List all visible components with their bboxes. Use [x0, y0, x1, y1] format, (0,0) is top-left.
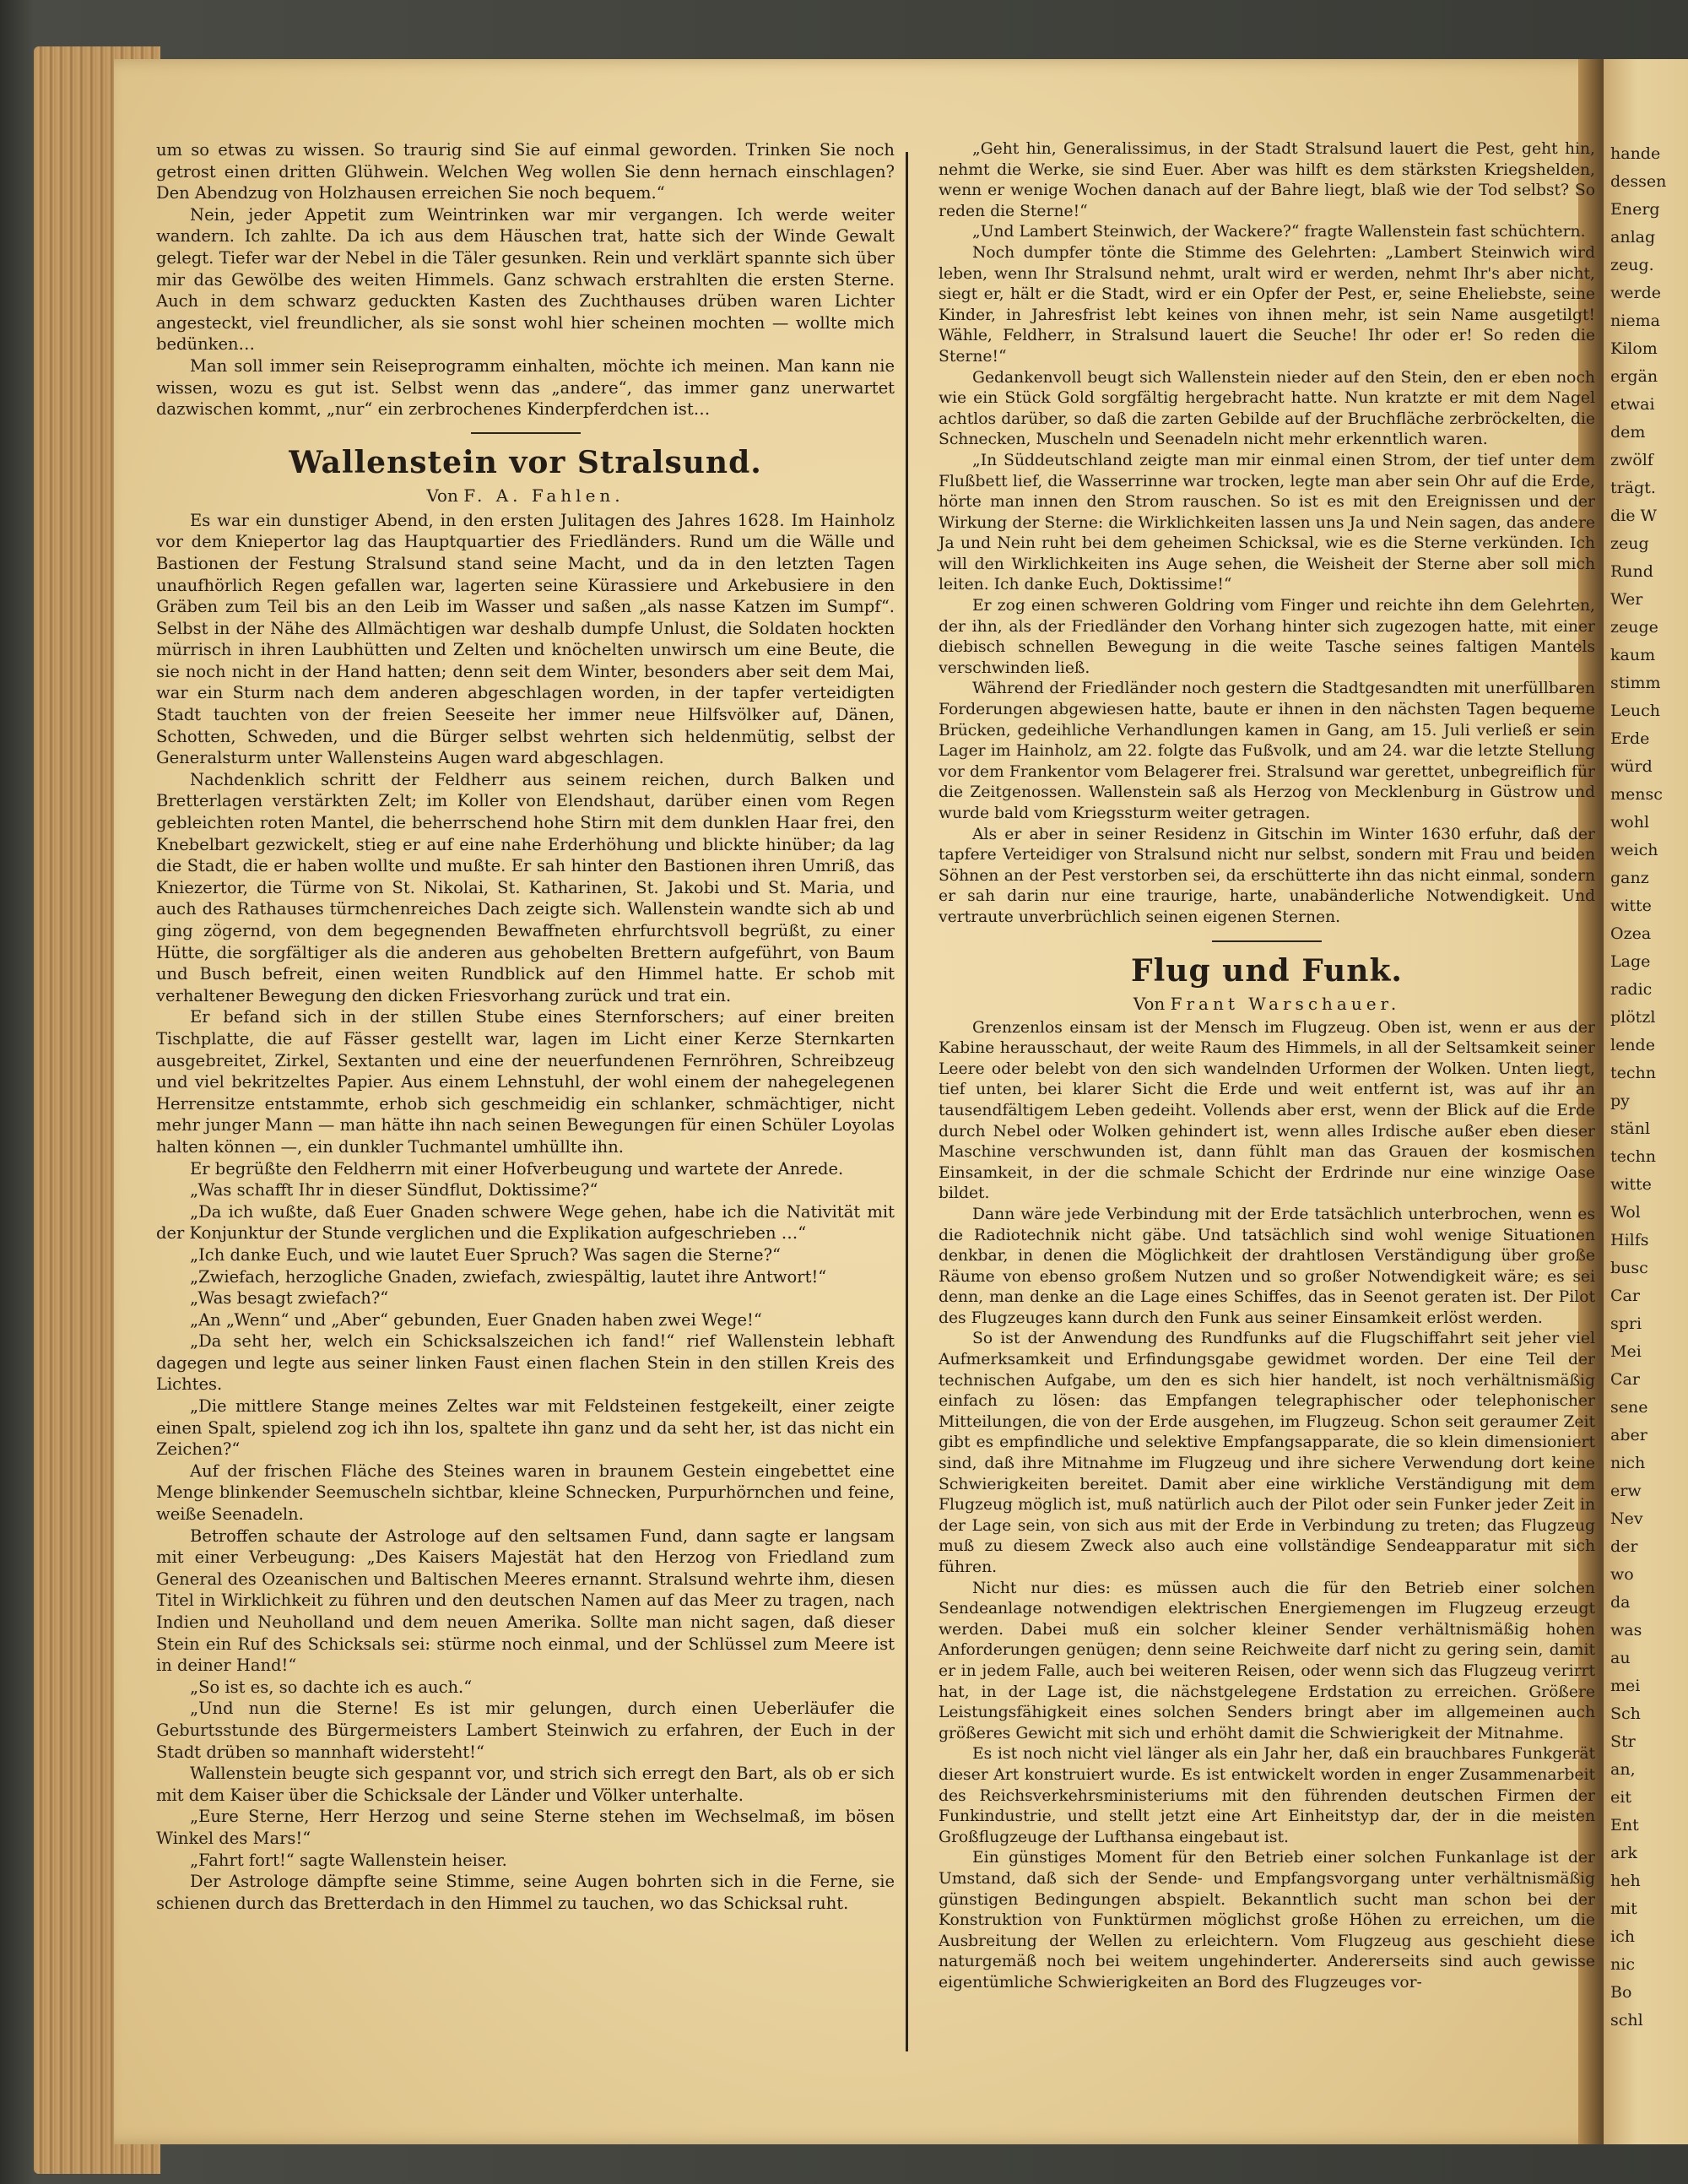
section-separator	[1212, 940, 1322, 942]
section-separator	[471, 432, 581, 434]
facing-page-fragment: da	[1610, 1593, 1631, 1612]
paragraph: „Die mittlere Stange meines Zeltes war mit Feldsteinen festgekeilt, einer zeigte einen Spalt, spielend zog ich ihn los, spaltete ihn ganz und da seht her, ist das nicht ein Zeichen?“	[156, 1396, 895, 1460]
facing-page-fragment: trägt.	[1610, 479, 1656, 497]
facing-page-edge	[1604, 59, 1688, 2144]
right-column	[939, 139, 1595, 1993]
paragraph: „So ist es, so dachte ich es auch.“	[190, 1677, 473, 1697]
facing-page-fragment: Bo	[1610, 1983, 1632, 2002]
left-column	[156, 139, 895, 1914]
facing-page-fragment: zeug.	[1610, 256, 1654, 274]
facing-page-fragment: weich	[1610, 841, 1658, 859]
byline-author: Frant Warschauer.	[1170, 993, 1401, 1014]
facing-page-fragment: nich	[1610, 1454, 1646, 1472]
paragraph: Wallenstein beugte sich gespannt vor, und strich sich erregt den Bart, als ob er sich mit dem Kaiser über die Schicksale der Länder und Völker unterhalte.	[156, 1764, 895, 1805]
paragraph: Nachdenklich schritt der Feldherr aus seinem reichen, durch Balken und Bretterlagen verstärkten Zelt; im Koller von Elendshaut, darüber einen vom Regen gebleichten roten Mantel, die beherrschend hohe Stirn mit dem dunklen Haar frei, den Knebelbart gezwickelt, stieg er auf eine nahe Erderhöhung und blickte hinüber; da lag die Stadt, die er haben wollte und mußte. Er sah hinter den Bastionen ihren Umriß, das Kniezertor, die Türme von St. Nikolai, St. Katharinen, St. Jakobi und St. Maria, und auch des Rathauses türmchenreiches Dach zeigte sich. Wallenstein wandte sich ab und ging zögernd, von dem begegnenden Bewaffneten ehrfurchtsvoll begrüßt, zu einer Hütte, die sorgfältiger als die anderen aus gehobelten Brettern aufgeführt, von Baum und Busch befreit, einen weiten Rundblick auf den Himmel hatte. Er schob mit verhaltener Bewegung den dicken Friesvorhang zurück und trat ein.	[156, 769, 895, 1005]
facing-page-fragment: Energ	[1610, 200, 1660, 219]
facing-page-fragment: was	[1610, 1621, 1642, 1639]
facing-page-fragment: anlag	[1610, 228, 1656, 247]
facing-page-fragment: werde	[1610, 284, 1661, 302]
article-continuation	[939, 139, 1595, 929]
facing-page-fragment: Rund	[1610, 562, 1653, 581]
paragraph: „Fahrt fort!“ sagte Wallenstein heiser.	[190, 1850, 507, 1870]
paragraph: Er befand sich in der stillen Stube eines Sternforschers; auf einer breiten Tischplatte, die auf Fässer gestellt war, lagen im Licht einer Kerze Sternkarten ausgebreitet, Zirkel, Sextanten und eine der neuerfundenen Fernröhren, Schreibzeug und viel bekritzeltes Papier. Aus einem Lehnstuhl, der wohl einem der nahegelegenen Herrensitze entstammte, erhob sich geschmeidig ein schlanker, schmächtiger, nicht mehr junger Mann — man hätte ihn nach seinen Bewegungen für einen Schüler Loyolas halten können —, ein dunkler Tuchmantel umhüllte ihn.	[156, 1007, 895, 1157]
facing-page-fragment: ich	[1610, 1927, 1635, 1946]
facing-page-fragment: hande	[1610, 144, 1661, 163]
facing-page-fragment: lende	[1610, 1036, 1655, 1054]
paragraph: So ist der Anwendung des Rundfunks auf die Flugschiffahrt seit jeher viel Aufmerksamkeit und Erfindungsgabe gewidmet worden. Der eine Teil der technischen Aufgabe, um den es sich hier handelt, ist noch verhältnismäßig einfach zu lösen: das Empfangen telegraphischer oder telephonischer Mitteilungen, die von der Erde ausgehen, im Flugzeug. Schon seit geraumer Zeit gibt es empfindliche und selektive Empfangsapparate, die so klein dimensioniert sind, daß ihre Mitnahme im Flugzeug und ihre sichere Verwendung dort keine Schwierigkeiten bereitet. Damit aber eine wirkliche Verständigung mit dem Flugzeug möglich ist, muß natürlich auch der Pilot oder sein Funker jeder Zeit in der Lage sein, von sich aus mit der Erde in Verbindung zu treten; das Flugzeug muß zu diesem Zweck also auch eine vollständige Sendeapparatur mit sich führen.	[939, 1330, 1595, 1576]
facing-page-fragment: Lage	[1610, 952, 1651, 971]
paragraph: Nicht nur dies: es müssen auch die für den Betrieb einer solchen Sendeanlage notwendigen elektrischen Energiemengen im Flugzeug erzeugt werden. Dabei muß ein solcher kleiner Sender verhältnismäßig hohen Anforderungen genügen; denn seine Reichweite darf nicht zu gering sein, damit er in jedem Falle, auch bei weiteren Reisen, oder wenn sich das Flugzeug verirrt hat, in der Lage ist, die nächstgelegene Erdstation zu erreichen. Größere Leistungsfähigkeit eines solchen Senders bringt aber im allgemeinen auch größeres Gewicht mit sich und erhöht damit die Schwierigkeit der Mitnahme.	[939, 1579, 1595, 1742]
facing-page-fragment: Kilom	[1610, 339, 1658, 358]
article-title: Wallenstein vor Stralsund.	[289, 444, 762, 480]
facing-page-fragment: radic	[1610, 980, 1653, 999]
column-divider	[906, 152, 908, 2051]
paragraph: Auf der frischen Fläche des Steines waren in braunem Gestein eingebettet eine Menge blinkender Seemuscheln sichtbar, kleine Schnecken, Purpurhörnchen und feine, weiße Seenadeln.	[156, 1461, 895, 1525]
facing-page-fragment: aber	[1610, 1426, 1647, 1444]
facing-page-fragment: Car	[1610, 1370, 1640, 1389]
facing-page-fragment: stimm	[1610, 674, 1661, 692]
paragraph: um so etwas zu wissen. So traurig sind Sie auf einmal geworden. Trinken Sie noch getrost einen dritten Glühwein. Welchen Weg wollen Sie denn hernach einschlagen? Den Abendzug von Holzhausen erreichen Sie noch bequem.“	[156, 140, 895, 203]
paragraph: „Und nun die Sterne! Es ist mir gelungen, durch einen Ueberläufer die Geburtsstunde des Bürgermeisters Lambert Steinwich zu erfahren, der Euch in der Stadt drüben so mannhaft widersteht!“	[156, 1699, 895, 1762]
facing-page-fragment: ergän	[1610, 367, 1658, 386]
facing-page-fragment: mensc	[1610, 785, 1663, 804]
paragraph: „Ich danke Euch, und wie lautet Euer Spruch? Was sagen die Sterne?“	[190, 1244, 782, 1265]
facing-page-fragment: wohl	[1610, 813, 1650, 832]
facing-page-fragment: der	[1610, 1537, 1638, 1556]
facing-page-fragment: niema	[1610, 312, 1660, 330]
facing-page-fragment: mei	[1610, 1677, 1641, 1695]
paragraph: „Was besagt zwiefach?“	[190, 1288, 389, 1309]
article-byline	[939, 993, 1595, 1015]
facing-page-fragment: sene	[1610, 1398, 1648, 1417]
facing-page-fragment: dem	[1610, 423, 1646, 442]
facing-page-fragment: plötzl	[1610, 1008, 1656, 1027]
facing-page-fragment: Sch	[1610, 1704, 1641, 1723]
paragraph: „In Süddeutschland zeigte man mir einmal einen Strom, der tief unter dem Flußbett lief, die Wasserrinne war trocken, legte man aber sein Ohr auf die Erde, hörte man innen den Strom rauschen. So ist es mit den Ereignissen und der Wirkung der Sterne: die Wirklichkeiten lassen uns Ja und Nein sagen, das andere Ja und Nein ruht bei dem geheimen Schicksal, wie es die Sterne verkünden. Ich will den Wirklichkeiten ins Auge sehen, die Weisheit der Sterne aber soll mich leiten. Ich danke Euch, Doktissime!“	[939, 451, 1595, 594]
facing-page-fragment: witte	[1610, 1175, 1652, 1194]
facing-page-fragment: Ozea	[1610, 924, 1652, 943]
facing-page-fragment: mit	[1610, 1899, 1637, 1918]
paragraph: „Da seht her, welch ein Schicksalszeichen ich fand!“ rief Wallenstein lebhaft dagegen und legte aus seiner linken Faust einen flachen Stein in den stillen Kreis des Lichtes.	[156, 1331, 895, 1395]
facing-page-fragment: Mei	[1610, 1342, 1642, 1361]
facing-page-fragment: zeuge	[1610, 618, 1658, 637]
facing-page-fragment: eit	[1610, 1788, 1631, 1807]
paragraph: Der Astrologe dämpfte seine Stimme, seine Augen bohrten sich in die Ferne, sie schienen durch das Bretterdach in den Himmel zu tauchen, wo das Schicksal ruht.	[156, 1872, 895, 1913]
article-byline	[156, 485, 895, 507]
facing-page-fragment: etwai	[1610, 395, 1655, 414]
paragraph: Nein, jeder Appetit zum Weintrinken war mir vergangen. Ich werde weiter wandern. Ich zahlte. Da ich aus dem Häuschen trat, hatte sich der Winde Gewalt gelegt. Tiefer war der Nebel in die Täler gesunken. Rein und verklärt spannte sich über mir das Gewölbe des weiten Himmels. Ganz schwach erstrahlten die ersten Sterne. Auch in dem schwarz geduckten Kasten des Zuchthauses drüben waren Lichter angesteckt, viel freundlicher, als sie sonst wohl hier scheinen mochten — wollte mich bedünken…	[156, 204, 895, 355]
facing-page-fragment: Wer	[1610, 590, 1643, 609]
paragraph: „Geht hin, Generalissimus, in der Stadt Stralsund lauert die Pest, geht hin, nehmt die Werke, sie sind Euer. Aber was hilft es dem stärksten Kriegshelden, wenn er wenige Wochen danach auf der Bahre liegt, blaß wie der Tod selbst? So reden die Sterne!“	[939, 140, 1595, 220]
paragraph: „An „Wenn“ und „Aber“ gebunden, Euer Gnaden haben zwei Wege!“	[190, 1309, 762, 1330]
facing-page-fragment: Hilfs	[1610, 1231, 1649, 1249]
article-body	[939, 1018, 1595, 1994]
paragraph: Als er aber in seiner Residenz in Gitschin im Winter 1630 erfuhr, daß der tapfere Verteidiger von Stralsund nicht nur selbst, sondern mit Frau und beiden Söhnen an der Pest verstorben sei, da erschütterte ihn das nicht einmal, sondern er sah darin nur eine traurige, harte, unabänderliche Notwendigkeit. Und vertraute unverbrüchlich seinen eigenen Sternen.	[939, 825, 1595, 926]
facing-page-fragment: würd	[1610, 757, 1653, 776]
paragraph: „Eure Sterne, Herr Herzog und seine Sterne stehen im Wechselmaß, im bösen Winkel des Mars!“	[156, 1807, 895, 1848]
paragraph: Es war ein dunstiger Abend, in den ersten Julitagen des Jahres 1628. Im Hainholz vor dem Kniepertor lag das Hauptquartier des Friedländers. Rund um die Wälle und Bastionen der Festung Stralsund stand seine Macht, und da in den letzten Tagen unaufhörlich Regen gefallen war, lagerten seine Kürassiere und Arkebusiere in den Gräben zum Teil bis an den Leib im Wasser und saßen „als nasse Katzen im Sumpf“. Selbst in der Nähe des Allmächtigen war deshalb dumpfe Unlust, die Soldaten hockten mürrisch in ihren Laubhütten und Zelten und knöchelten unwirsch um eine Beute, die sie noch nicht in der Hand hatten; denn seit dem Winter, besonders aber seit dem Mai, war ein Sturm nach dem anderen abgeschlagen worden, in der tapfer verteidigten Stadt tauchten von der freien Seeseite her immer neue Hilfsvölker auf, Dänen, Schotten, Schweden, und die Bürger selbst wehrten sich heldenmütig, selbst der Generalsturm unter Wallensteins Augen ward abgeschlagen.	[156, 510, 895, 768]
paragraph: Er zog einen schweren Goldring vom Finger und reichte ihn dem Gelehrten, der ihn, als der Friedländer den Vorhang hinter sich zugezogen hatte, mit einer diebisch schnellen Bewegung in die weite Tasche seines faltigen Mantels verschwinden ließ.	[939, 597, 1595, 677]
facing-page-fragment: techn	[1610, 1064, 1656, 1082]
paragraph: „Da ich wußte, daß Euer Gnaden schwere Wege gehen, habe ich die Nativität mit der Konjunktur der Stunde verglichen und die Explikation aufgeschrieben …“	[156, 1201, 895, 1244]
facing-page-fragment: stänl	[1610, 1119, 1651, 1138]
facing-page-fragment: Nev	[1610, 1509, 1643, 1528]
article-title: Flug und Funk.	[1131, 952, 1403, 989]
previous-story-ending	[156, 139, 895, 420]
facing-page-fragment: Ent	[1610, 1816, 1639, 1834]
paragraph: Gedankenvoll beugt sich Wallenstein nieder auf den Stein, den er eben noch wie ein Stück Gold sorgfältig hergebracht hatte. Nun kratzte er mit dem Nagel achtlos darüber, so daß die zarten Gebilde auf der Bruchfläche zerbröckelten, die Schnecken, Muscheln und Seenadeln nicht mehr erkenntlich waren.	[939, 368, 1595, 449]
paragraph: „Und Lambert Steinwich, der Wackere?“ fragte Wallenstein fast schüchtern.	[972, 223, 1586, 241]
paragraph: Dann wäre jede Verbindung mit der Erde tatsächlich unterbrochen, wenn es die Radiotechnik nicht gäbe. Und tatsächlich sind wohl wenige Situationen denkbar, in denen die Möglichkeit der drahtlosen Verständigung über große Räume von ebenso großem Nutzen und so großer Notwendigkeit wäre; es sei denn, man denke an die Lage eines Schiffes, das in Seenot geraten ist. Der Pilot des Flugzeuges kann durch den Funk aus seiner Einsamkeit erlöst werden.	[939, 1205, 1595, 1327]
paragraph: Man soll immer sein Reiseprogramm einhalten, möchte ich meinen. Man kann nie wissen, wozu es gut ist. Selbst wenn das „andere“, das immer ganz unerwartet dazwischen kommt, „nur“ ein zerbrochenes Kinderpferdchen ist…	[156, 355, 895, 420]
facing-page-fragment: busc	[1610, 1259, 1648, 1277]
facing-page-fragment: spri	[1610, 1314, 1642, 1333]
facing-page-fragment: ganz	[1610, 869, 1649, 887]
facing-page-fragment: au	[1610, 1649, 1631, 1667]
paragraph: Noch dumpfer tönte die Stimme des Gelehrten: „Lambert Steinwich wird leben, wenn Ihr Stralsund nehmt, uralt wird er werden, nehmt Ihr's aber nicht, siegt er, hält er die Stadt, wird er ein Opfer der Pest, er, seine Eheliebste, seine Kinder, in Jahresfrist lebt keines von ihnen mehr, ist sein Name ausgetilgt! Wähle, Feldherr, in Stralsund lauert die Seuche! Ihr oder er! So reden die Sterne!“	[939, 243, 1595, 366]
facing-page-fragment: Str	[1610, 1732, 1636, 1751]
paragraph: Während der Friedländer noch gestern die Stadtgesandten mit unerfüllbaren Forderungen abgewiesen hatte, baute er ihnen in den nächsten Tagen bequeme Brücken, gedeihliche Verhandlungen kamen in Gang, am 15. Juli verließ er sein Lager im Hainholz, am 22. folgte das Fußvolk, und am 24. war die letzte Stellung vor dem Frankentor vom Belagerer frei. Stralsund war gerettet, unbegreiflich für die Zeitgenossen. Wallenstein saß als Herzog von Mecklenburg in Güstrow und wurde bald vom Kriegssturm weiter getragen.	[939, 680, 1595, 822]
paragraph: „Was schafft Ihr in dieser Sündflut, Doktissime?“	[190, 1180, 598, 1200]
paragraph: Ein günstiges Moment für den Betrieb einer solchen Funkanlage ist der Umstand, daß sich der Sende- und Empfangsvorgang unter verhältnismäßig günstigen Bedingungen abspielt. Bekanntlich sucht man schon bei der Konstruktion von Funktürmen möglichst große Höhen zu erreichen, um die Ausbreitung der Wellen zu erleichtern. Vom Flugzeug aus geschieht diese naturgemäß noch bei weitem ungehinderter. Andererseits sind auch gewisse eigentümliche Schwierigkeiten an Bord des Flugzeuges vor-	[939, 1849, 1595, 1992]
paragraph: „Zwiefach, herzogliche Gnaden, zwiefach, zwiespältig, lautet ihre Antwort!“	[190, 1266, 827, 1287]
facing-page-fragment: zwölf	[1610, 451, 1653, 469]
facing-page-fragment: Car	[1610, 1287, 1640, 1305]
facing-page-fragment: erw	[1610, 1482, 1642, 1500]
paragraph: Es ist noch nicht viel länger als ein Jahr her, daß ein brauchbares Funkgerät dieser Art konstruiert wurde. Es ist entwickelt worden in enger Zusammenarbeit des Reichsverkehrsministeriums mit den führenden deutschen Firmen der Funkindustrie, und stellt jetzt eine Art Einheitstyp dar, der in die meisten Großflugzeuge der Lufthansa eingebaut ist.	[939, 1745, 1595, 1846]
facing-page-fragment: py	[1610, 1092, 1630, 1110]
facing-page-fragment: techn	[1610, 1147, 1656, 1166]
facing-page-fragment: die W	[1610, 507, 1658, 525]
facing-page-fragment: an,	[1610, 1760, 1636, 1779]
paragraph: Grenzenlos einsam ist der Mensch im Flugzeug. Oben ist, wenn er aus der Kabine herausschaut, der weite Raum des Himmels, in all der Seltsamkeit seiner Leere oder belebt von den sich wandelnden Urformen der Wolken. Unten liegt, tief unten, bei klarer Sicht die Erde und weit entfernt ist, was auf ihr an tausendfältigem Leben gedeiht. Vollends aber erst, wenn der Blick auf die Erde durch Nebel oder Wolken gehindert ist, wenn alles Irdische außer eben dieser Maschine verschwunden ist, dann fühlt man das Grauen der kosmischen Einsamkeit, in der die schmale Schicht der Erdrinde nur eine winzige Oase bildet.	[939, 1018, 1595, 1203]
facing-page-fragment: kaum	[1610, 646, 1656, 664]
facing-page-fragment: heh	[1610, 1872, 1641, 1890]
byline-author: F. A. Fahlen.	[463, 485, 625, 506]
paragraph: Betroffen schaute der Astrologe auf den seltsamen Fund, dann sagte er langsam mit einer Verbeugung: „Des Kaisers Majestät hat den Herzog von Friedland zum General des Ozeanischen und Baltischen Meeres ernannt. Stralsund wehrte ihm, diesen Titel in Wirklichkeit zu führen und den deutschen Namen auf das Meer zu tragen, nach Indien und Neuholland und dem neuen Amerika. Sollte man nicht sagen, daß dieser Stein ein Ruf des Schicksals sei: stürme noch einmal, und der Schlüssel zum Meere ist in deiner Hand!“	[156, 1526, 895, 1676]
facing-page-fragment: wo	[1610, 1565, 1634, 1584]
byline-prefix: Von	[426, 485, 458, 506]
facing-page-fragment: nic	[1610, 1955, 1635, 1974]
paragraph: Er begrüßte den Feldherrn mit einer Hofverbeugung und wartete der Anrede.	[190, 1158, 844, 1179]
facing-page-fragment: zeug	[1610, 534, 1649, 553]
facing-page-fragment: Leuch	[1610, 702, 1660, 720]
facing-page-fragment: Wol	[1610, 1203, 1641, 1222]
article-body	[156, 510, 895, 1915]
byline-prefix: Von	[1133, 993, 1166, 1014]
facing-page-fragment: schl	[1610, 2011, 1643, 2030]
facing-page-fragment: ark	[1610, 1844, 1637, 1862]
facing-page-fragment: witte	[1610, 897, 1652, 915]
facing-page-fragment: Erde	[1610, 729, 1650, 748]
facing-page-fragment: dessen	[1610, 172, 1667, 191]
